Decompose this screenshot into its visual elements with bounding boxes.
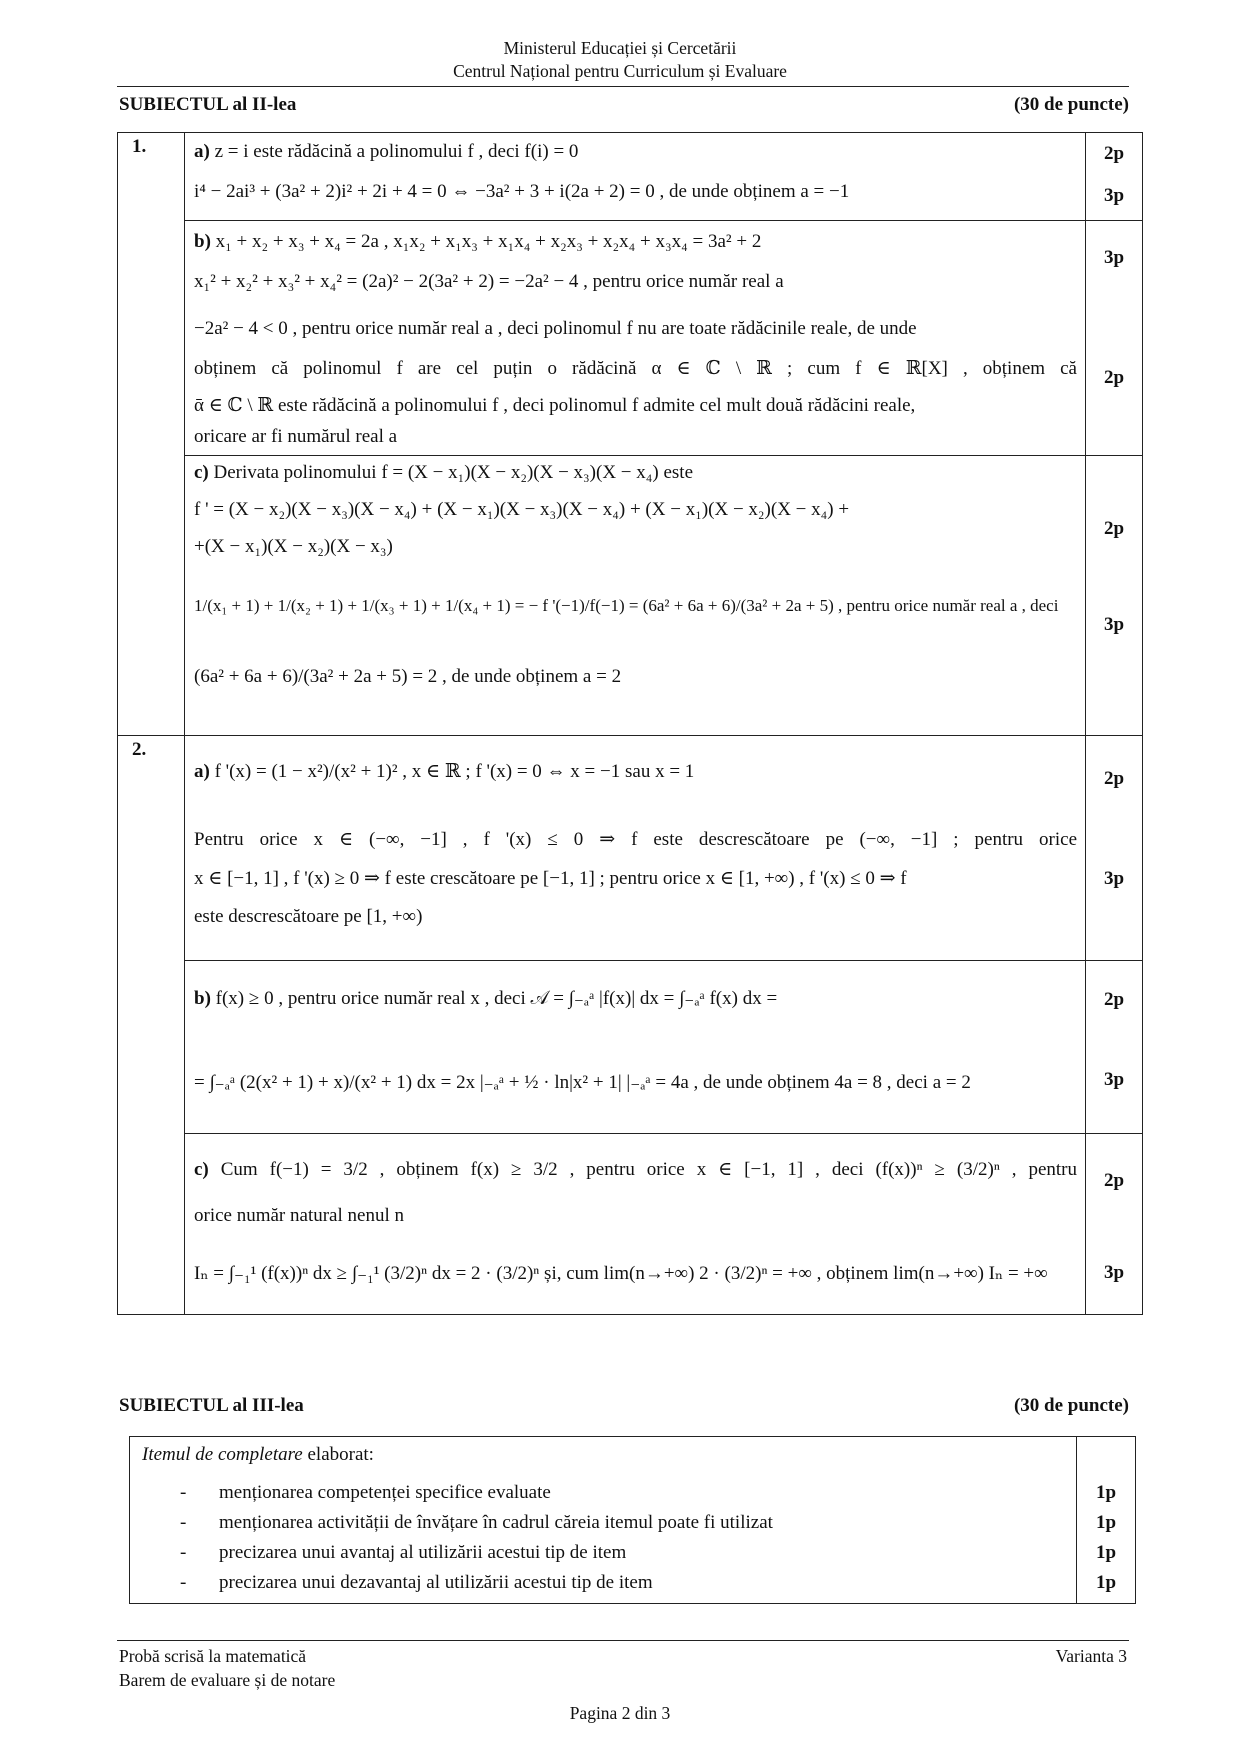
p2a-line-3: x ∈ [−1, 1] , f '(x) ≥ 0 ⇒ f este crescătoare pe [−1, 1] ; pentru orice x ∈ [1, +∞) , f '(x) ≤ 0 ⇒ f [194,868,907,889]
p1b-line-1: b) x₁ + x₂ + x₃ + x₄ = 2a , x₁x₂ + x₁x₃ + x₁x₄ + x₂x₃ + x₂x₄ + x₃x₄ = 3a² + 2 [194,231,762,252]
p1b-line-4: obținem că polinomul f are cel puțin o rădăcină α ∈ ℂ \ ℝ ; cum f ∈ ℝ[X] , obținem că [194,358,1077,379]
p2c-line-3: Iₙ = ∫₋₁¹ (f(x))ⁿ dx ≥ ∫₋₁¹ (3/2)ⁿ dx = 2 · (3/2)ⁿ și, cum lim(n→+∞) 2 · (3/2)ⁿ = +∞ , obținem lim(n→+∞) Iₙ = +∞ [194,1263,1048,1284]
item-title-rest: elaborat: [302,1444,374,1465]
p1c-line-5: (6a² + 6a + 6)/(3a² + 2a + 5) = 2 , de unde obținem a = 2 [194,666,622,687]
p1c-line-1: c) Derivata polinomului f = (X − x₁)(X − x₂)(X − x₃)(X − x₄) este [194,462,694,483]
p1b-line-3: −2a² − 4 < 0 , pentru orice număr real a , deci polinomul f nu are toate rădăcinile reale, de unde [194,318,917,339]
item-points-1: 1p [1095,1482,1117,1503]
p1a-line-2: i⁴ − 2ai³ + (3a² + 2)i² + 2i + 4 = 0 ⇔ −3a² + 3 + i(2a + 2) = 0 , de unde obținem a = −1 [194,181,850,202]
row-1c [118,456,1143,736]
p1c-points-1: 2p [1103,518,1125,539]
footer-rule [117,1640,1129,1641]
item-dash: - [180,1482,187,1503]
part-label: b) [194,231,211,252]
part-label: a) [194,141,210,162]
p1b-points-2: 2p [1103,367,1125,388]
item-criterion-2 [180,1512,773,1534]
subject-2-heading [119,94,1129,116]
row-2c [118,1134,1143,1315]
p1a-points-1: 2p [1103,143,1125,164]
item-points-4: 1p [1095,1572,1117,1593]
p2a-line-2: Pentru orice x ∈ (−∞, −1] , f '(x) ≤ 0 ⇒ f este descrescătoare pe (−∞, −1] ; pentru orice [194,829,1077,850]
p2b-line-2: = ∫₋ₐᵃ (2(x² + 1) + x)/(x² + 1) dx = 2x |₋ₐᵃ + ½ · ln|x² + 1| |₋ₐᵃ = 4a , de unde obținem 4a = 8 , deci a = 2 [194,1072,971,1093]
p1b-points-1: 3p [1103,247,1125,268]
subject-3-table [129,1436,1136,1604]
p2b-line-1: b) f(x) ≥ 0 , pentru orice număr real x , deci 𝒜 = ∫₋ₐᵃ |f(x)| dx = ∫₋ₐᵃ f(x) dx = [194,988,778,1009]
p1c-line-2: f ' = (X − x₂)(X − x₃)(X − x₄) + (X − x₁)(X − x₃)(X − x₄) + (X − x₁)(X − x₂)(X − x₄) + [194,499,850,520]
p1a-points-2: 3p [1103,185,1125,206]
p2c-points-2: 3p [1103,1262,1125,1283]
p2a-line-4: este descrescătoare pe [1, +∞) [194,906,423,927]
p2a-points-1: 2p [1103,768,1125,789]
subject-3-title: SUBIECTUL al III-lea [119,1395,304,1416]
p1b-line-6: oricare ar fi numărul real a [194,426,398,447]
footer-variant: Varianta 3 [1055,1646,1127,1666]
item-dash: - [180,1542,187,1563]
part-label: c) [194,462,209,483]
ministry-name: Ministerul Educației și Cercetării [503,38,737,58]
p2a-points-2: 3p [1103,868,1125,889]
item-text: precizarea unui avantaj al utilizării acestui tip de item [219,1542,627,1563]
item-dash: - [180,1572,187,1593]
row-2b [118,961,1143,1134]
subject-2-table [117,132,1143,1315]
item-points-2: 1p [1095,1512,1117,1533]
item-points-3: 1p [1095,1542,1117,1563]
p1c-points-2: 3p [1103,614,1125,635]
footer-exam: Probă scrisă la matematică [119,1646,307,1666]
row-2a [118,736,1143,961]
subject-2-title: SUBIECTUL al II-lea [119,94,297,115]
p1a-line-1: a) z = i este rădăcină a polinomului f , deci f(i) = 0 [194,141,579,162]
problem-2-number: 2. [118,736,185,1315]
item-text: precizarea unui dezavantaj al utilizării acestui tip de item [219,1572,653,1593]
part-label: b) [194,988,211,1009]
subject-2-points: (30 de puncte) [1013,94,1129,115]
part-label: a) [194,761,210,782]
item-dash: - [180,1512,187,1533]
item-criterion-4 [180,1572,653,1594]
item-text: menționarea activității de învățare în cadrul căreia itemul poate fi utilizat [219,1512,773,1533]
p2b-points-1: 2p [1103,989,1125,1010]
row-1b [118,221,1143,456]
item-title-italic: Itemul de completare [142,1444,303,1465]
p2b-points-2: 3p [1103,1069,1125,1090]
item-criterion-1 [180,1482,551,1504]
item-title [142,1444,374,1466]
footer-page-number: Pagina 2 din 3 [569,1703,671,1723]
p2a-line-1: a) f '(x) = (1 − x²)/(x² + 1)² , x ∈ ℝ ; f '(x) = 0 ⇔ x = −1 sau x = 1 [194,761,695,782]
row-1a [118,133,1143,221]
p1b-line-5: ᾱ ∈ ℂ \ ℝ este rădăcină a polinomului f , deci polinomul f admite cel mult două rădăcini reale, [194,395,916,416]
p1c-line-4: 1/(x₁ + 1) + 1/(x₂ + 1) + 1/(x₃ + 1) + 1/(x₄ + 1) = − f '(−1)/f(−1) = (6a² + 6a + 6)/(3a² + 2a + 5) , pentru orice număr real a , deci [194,596,1059,615]
header-rule [117,86,1129,87]
center-name: Centrul Național pentru Curriculum și Evaluare [453,61,787,81]
item-criterion-3 [180,1542,626,1564]
p2c-points-1: 2p [1103,1170,1125,1191]
p2c-line-1: c) Cum f(−1) = 3/2 , obținem f(x) ≥ 3/2 , pentru orice x ∈ [−1, 1] , deci (f(x))ⁿ ≥ (3/2)ⁿ , pentru [194,1159,1077,1180]
subject-3-points: (30 de puncte) [1013,1395,1129,1416]
problem-1-number: 1. [118,133,185,736]
p1c-line-3: +(X − x₁)(X − x₂)(X − x₃) [194,536,393,557]
part-label: c) [194,1159,209,1180]
footer-scheme: Barem de evaluare și de notare [119,1670,336,1690]
subject-3-heading [119,1395,1129,1417]
p1b-line-2: x₁² + x₂² + x₃² + x₄² = (2a)² − 2(3a² + 2) = −2a² − 4 , pentru orice număr real a [194,271,784,292]
item-text: menționarea competenței specifice evaluate [219,1482,551,1503]
p2c-line-2: orice număr natural nenul n [194,1205,404,1226]
